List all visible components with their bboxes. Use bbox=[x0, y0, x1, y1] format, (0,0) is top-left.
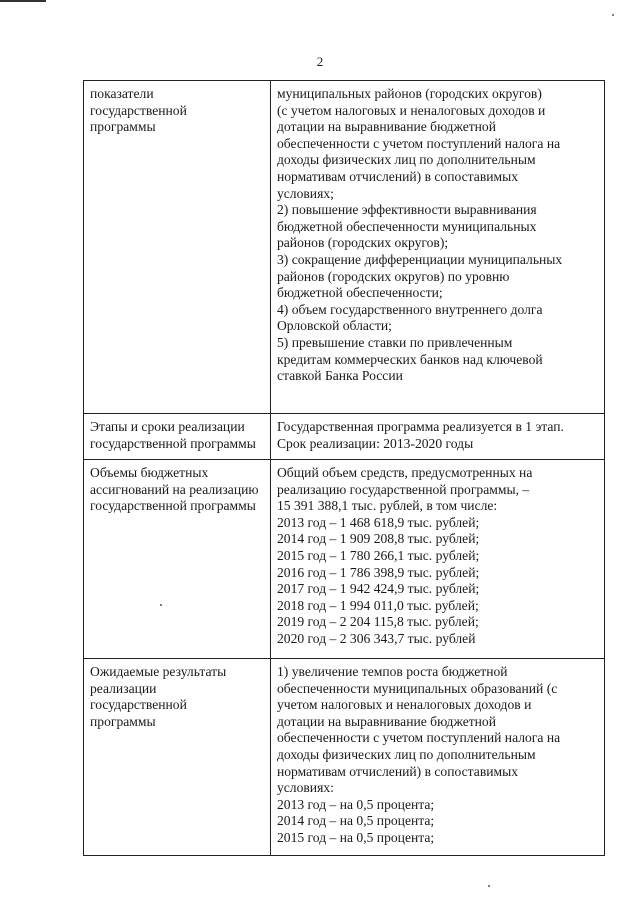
value-line: учетом налоговых и неналоговых доходов и bbox=[276, 697, 532, 713]
scan-speck bbox=[612, 14, 614, 16]
value-line: 15 391 388,1 тыс. рублей, в том числе: bbox=[276, 498, 498, 514]
value-line: 4) объем государственного внутреннего долга bbox=[276, 301, 543, 317]
value-line: 5) превышение ставки по привлеченным bbox=[276, 334, 513, 350]
table-row-indicators bbox=[84, 81, 605, 414]
value-line: доходы физических лиц по дополнительным bbox=[276, 152, 536, 168]
value-line: Государственная программа реализуется в 1 этап. bbox=[276, 419, 564, 434]
value-line: условиях: bbox=[276, 780, 334, 796]
value-line: районов (городских округов) по уровню bbox=[276, 268, 510, 284]
row-label-cell bbox=[84, 460, 271, 659]
value-line: 2013 год – 1 468 618,9 тыс. рублей; bbox=[276, 514, 480, 530]
row-label-cell bbox=[84, 81, 271, 414]
value-line: муниципальных районов (городских округов) bbox=[276, 86, 542, 101]
value-line: реализацию государственной программы, – bbox=[276, 481, 530, 497]
label-line: ассигнований на реализацию bbox=[90, 481, 259, 497]
label-line: Объемы бюджетных bbox=[90, 465, 209, 480]
value-line: обеспеченности муниципальных образований (с bbox=[276, 680, 558, 696]
value-line: 2016 год – 1 786 398,9 тыс. рублей; bbox=[276, 564, 480, 580]
scan-speck bbox=[488, 885, 490, 887]
value-line: 1) увеличение темпов роста бюджетной bbox=[276, 664, 508, 679]
page-number: 2 bbox=[316, 54, 324, 69]
label-line: Этапы и сроки реализации bbox=[90, 419, 245, 434]
value-line: условиях; bbox=[276, 185, 334, 201]
value-line: нормативам отчислений) в сопоставимых bbox=[276, 763, 519, 779]
value-line: 2015 год – 1 780 266,1 тыс. рублей; bbox=[276, 547, 480, 563]
value-line: Орловской области; bbox=[276, 318, 392, 334]
label-line: реализации bbox=[90, 680, 157, 696]
value-line: бюджетной обеспеченности муниципальных bbox=[276, 218, 537, 234]
value-line: 2014 год – на 0,5 процента; bbox=[276, 813, 435, 829]
value-line: дотации на выравнивание бюджетной bbox=[276, 713, 497, 729]
value-line: обеспеченности с учетом поступлений налога на bbox=[276, 730, 561, 746]
value-line: обеспеченности с учетом поступлений налога на bbox=[276, 135, 561, 151]
value-line: дотации на выравнивание бюджетной bbox=[276, 119, 497, 135]
value-line: 2013 год – на 0,5 процента; bbox=[276, 796, 435, 812]
value-line: 2018 год – 1 994 011,0 тыс. рублей; bbox=[276, 597, 479, 613]
row-label-cell bbox=[84, 659, 271, 856]
value-line: Срок реализации: 2013-2020 годы bbox=[276, 435, 474, 451]
label-line: программы bbox=[90, 119, 156, 135]
label-line: государственной программы bbox=[90, 498, 256, 514]
label-line: программы bbox=[90, 713, 156, 729]
row-value-cell bbox=[270, 81, 604, 414]
scan-edge-mark bbox=[0, 0, 46, 2]
value-line: ставкой Банка России bbox=[276, 368, 403, 384]
value-line: 2020 год – 2 306 343,7 тыс. рублей bbox=[276, 630, 476, 646]
value-line: 2015 год – на 0,5 процента; bbox=[276, 829, 435, 845]
row-value-cell bbox=[270, 414, 604, 460]
value-line: 2017 год – 1 942 424,9 тыс. рублей; bbox=[276, 581, 480, 597]
value-line: Общий объем средств, предусмотренных на bbox=[276, 465, 533, 480]
value-line: 2) повышение эффективности выравнивания bbox=[276, 202, 537, 218]
value-line: районов (городских округов); bbox=[276, 235, 449, 251]
label-line: государственной программы bbox=[90, 435, 256, 451]
value-line: нормативам отчислений) в сопоставимых bbox=[276, 168, 519, 184]
table-row-stages bbox=[84, 414, 605, 460]
label-line: Ожидаемые результаты bbox=[90, 664, 227, 679]
label-line: показатели bbox=[90, 86, 154, 101]
value-line: доходы физических лиц по дополнительным bbox=[276, 746, 536, 762]
row-value-cell bbox=[270, 460, 604, 659]
value-line: 3) сокращение дифференциации муниципальных bbox=[276, 251, 563, 267]
label-line: государственной bbox=[90, 102, 187, 118]
value-line: (с учетом налоговых и неналоговых доходов и bbox=[276, 102, 546, 118]
value-line: 2019 год – 2 204 115,8 тыс. рублей; bbox=[276, 614, 479, 630]
program-passport-table bbox=[83, 80, 605, 856]
table-row-expected-results bbox=[84, 659, 605, 856]
scan-speck bbox=[160, 604, 162, 606]
label-line: государственной bbox=[90, 697, 187, 713]
row-value-cell bbox=[270, 659, 604, 856]
value-line: бюджетной обеспеченности; bbox=[276, 285, 443, 301]
value-line: кредитам коммерческих банков над ключевой bbox=[276, 351, 543, 367]
table-row-budget bbox=[84, 460, 605, 659]
row-label-cell bbox=[84, 414, 271, 460]
value-line: 2014 год – 1 909 208,8 тыс. рублей; bbox=[276, 531, 480, 547]
